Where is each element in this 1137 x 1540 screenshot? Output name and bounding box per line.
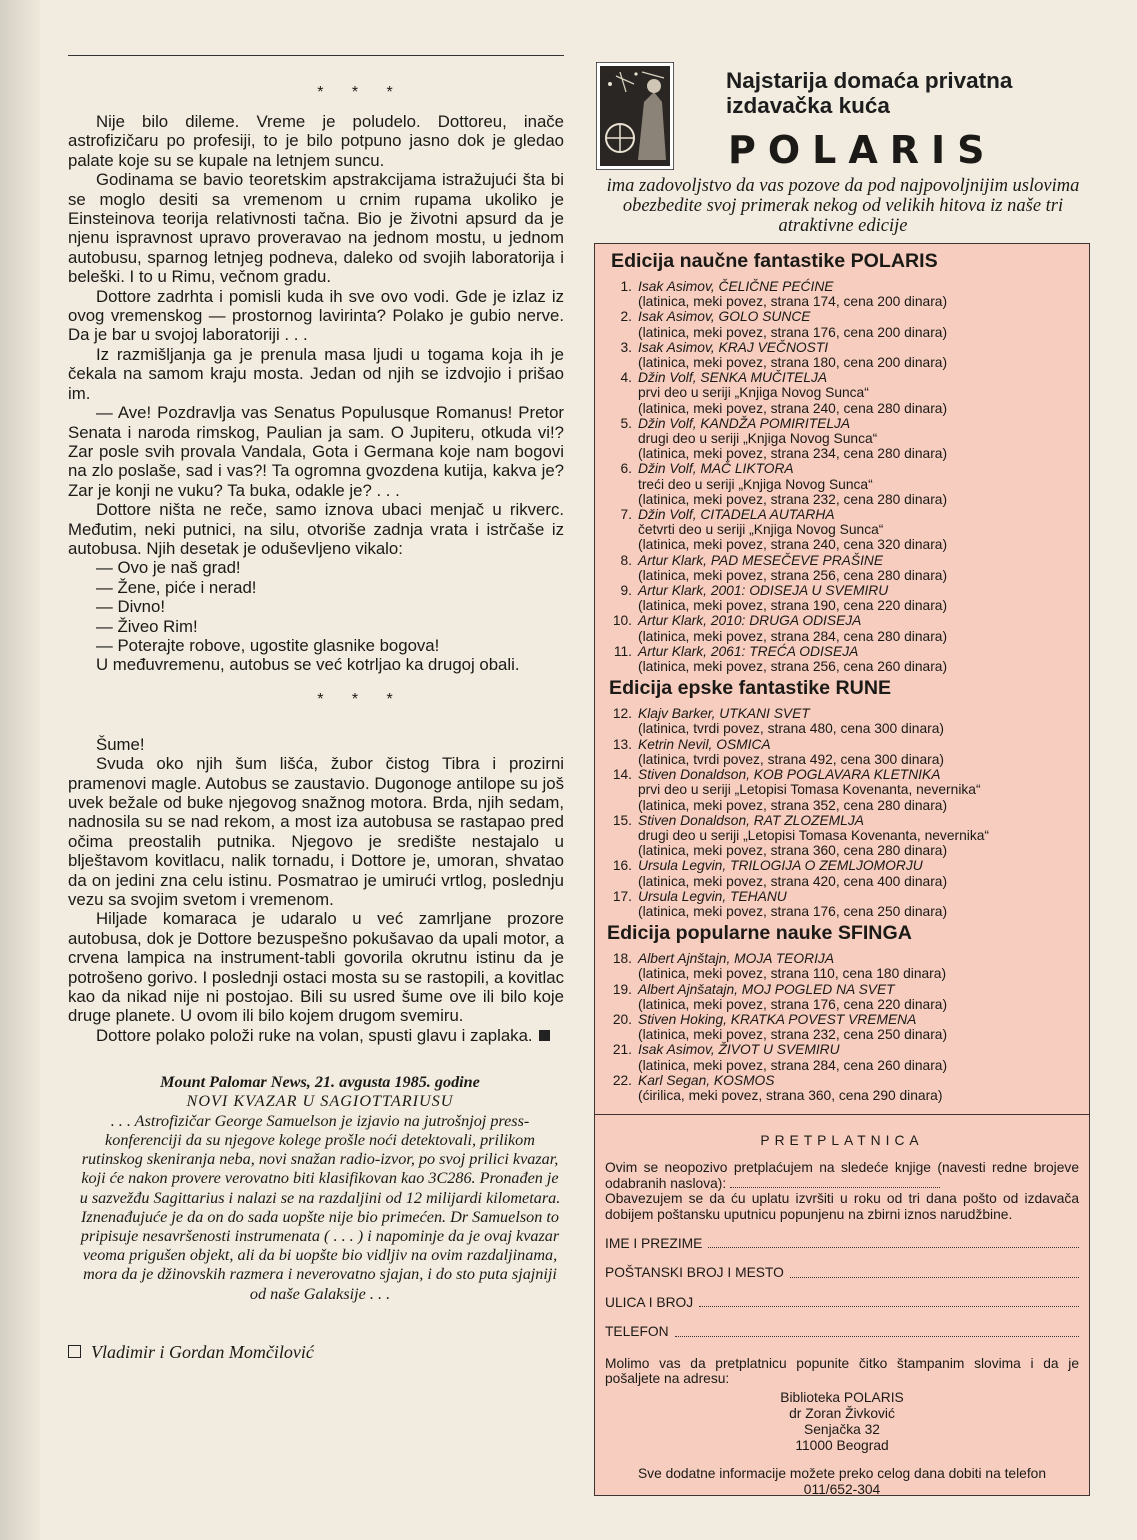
shout-line: — Poterajte robove, ugostite glasnike bogova! <box>96 635 440 655</box>
book-entry <box>595 309 1089 339</box>
book-entry <box>595 340 1089 370</box>
book-catalog <box>594 243 1090 1115</box>
book-info-line: (latinica, meki povez, strana 240, cena 320 dinara) <box>638 537 948 553</box>
book-entry <box>595 813 1089 859</box>
book-entry <box>595 583 1089 613</box>
book-entry <box>595 507 1089 553</box>
shout-line: — Žene, piće i nerad! <box>96 577 257 597</box>
news-body: . . . Astrofizičar George Samuelson je izjavio na jutrošnjoj press-konferenciji da su njegove kolege prošle noći detektovali, prilikom rutinskog skeniranja neba, novi snažan radio-izvor, po svoj prilici kvazar, koji će nakon provere verovatno biti klasifikovan kao 3C286. Pronađen je u sazvežđu Sagittarius i nalazi se na razdaljini od 12 milijardi kilometara. Iznenađujuće je da on do sada uopšte nije bio primećen. Dr Samuelson to pripisuje nesavršenosti instrumenata ( . . . ) i napominje da je ovaj kvazar veoma prigušen objekt, ali da bi uopšte bio vidljiv na ovim razdaljinama, mora da je džinovskih razmera i neverovatno sjajan, i do sto puta sjajniji od naše Galaksije . . . <box>79 1111 561 1303</box>
book-number: 8. <box>620 552 632 568</box>
publisher-ad <box>594 60 1092 236</box>
shout-line: — Živeo Rim! <box>96 616 198 636</box>
book-info-line: (latinica, meki povez, strana 420, cena 400 dinara) <box>638 873 948 889</box>
phone-input-line[interactable] <box>675 1324 1079 1336</box>
book-info-line: (latinica, meki povez, strana 180, cena 200 dinara) <box>638 355 948 371</box>
book-number: 13. <box>612 736 632 752</box>
book-info-line: (latinica, meki povez, strana 232, cena 280 dinara) <box>638 491 948 507</box>
edition-title: Edicija popularne nauke SFINGA <box>607 922 912 945</box>
book-entry <box>595 951 1089 981</box>
street-field[interactable]: ULICA I BROJ <box>595 1295 1089 1310</box>
titles-input-line[interactable] <box>730 1187 940 1188</box>
invitation-text: ima zadovoljstvo da vas pozove da pod najpovoljnijim uslovima obezbedite svoj primerak nekog od velikih hitova iz naše tri atraktivne edicije <box>606 176 1080 236</box>
book-author-title: Karl Segan, KOSMOS <box>638 1072 775 1088</box>
book-author-title: Stiven Hoking, KRATKA POVEST VREMENA <box>638 1011 917 1027</box>
story-text-2 <box>68 735 564 1046</box>
story-paragraph-final: Dottore polako položi ruke na volan, spusti glavu i zaplaka. <box>68 1026 564 1045</box>
book-details <box>638 553 1089 583</box>
book-details <box>638 309 1089 339</box>
story-paragraph: Iz razmišljanja ga je prenula masa ljudi u togama koja ih je čekala na samom kraju mosta. Jedan od njih se izdvojio i prišao im. <box>68 344 564 403</box>
book-number: 4. <box>620 370 632 386</box>
name-input-line[interactable] <box>708 1236 1079 1248</box>
form-title: PRETPLATNICA <box>760 1133 924 1148</box>
book-details <box>638 951 1089 981</box>
book-info-line: (latinica, meki povez, strana 176, cena 220 dinara) <box>638 996 948 1012</box>
name-field[interactable]: IME I PREZIME <box>595 1236 1089 1251</box>
book-entry <box>595 982 1089 1012</box>
form-promise: Obavezujem se da ću uplatu izvršiti u roku od tri dana pošto od izdavača dobijem poštansku uputnicu popunjenu na zbirni iznos narudžbine. <box>605 1191 1079 1222</box>
book-info-line: (latinica, meki povez, strana 256, cena 280 dinara) <box>638 567 948 583</box>
postal-input-line[interactable] <box>790 1265 1079 1277</box>
book-info-line: drugi deo u seriji „Knjiga Novog Sunca“ <box>638 431 878 447</box>
book-author-title: Klajv Barker, UTKANI SVET <box>638 706 810 722</box>
book-number: 3. <box>620 339 632 355</box>
book-info-line: drugi deo u seriji „Letopisi Tomasa Kovenanta, nevernika“ <box>638 827 989 843</box>
book-info-line: četvrti deo u seriji „Knjiga Novog Sunca“ <box>638 522 884 538</box>
book-details <box>638 706 1089 736</box>
book-info-line: (latinica, meki povez, strana 284, cena 260 dinara) <box>638 1057 948 1073</box>
book-number: 2. <box>620 309 632 325</box>
subscription-form <box>594 1114 1090 1496</box>
book-author-title: Stiven Donaldson, RAT ZLOZEMLJA <box>638 812 864 828</box>
book-number: 20. <box>612 1011 632 1027</box>
astronomer-woodcut-icon <box>596 62 674 170</box>
book-number: 12. <box>612 706 632 722</box>
book-details <box>638 583 1089 613</box>
story-text <box>68 112 564 675</box>
book-entry <box>595 889 1089 919</box>
book-number: 14. <box>612 767 632 783</box>
author-signature: Vladimir i Gordan Momčilović <box>68 1342 564 1363</box>
book-entry <box>595 737 1089 767</box>
street-input-line[interactable] <box>699 1295 1079 1307</box>
book-entry <box>595 553 1089 583</box>
book-number: 5. <box>620 415 632 431</box>
book-info-line: (latinica, meki povez, strana 360, cena 280 dinara) <box>638 843 948 859</box>
book-details <box>638 982 1089 1012</box>
book-details <box>638 1073 1089 1103</box>
section-break-stars-2: * * * <box>317 690 405 708</box>
book-info-line: (latinica, meki povez, strana 174, cena 200 dinara) <box>638 294 948 310</box>
book-entry <box>595 644 1089 674</box>
book-details <box>638 370 1089 416</box>
book-info-line: (latinica, meki povez, strana 232, cena 250 dinara) <box>638 1027 948 1043</box>
postal-field[interactable]: POŠTANSKI BROJ I MESTO <box>595 1265 1089 1280</box>
edition-title: Edicija naučne fantastike POLARIS <box>611 250 938 272</box>
story-paragraph: Dottore ništa ne reče, samo iznova ubaci menjač u rikverc. Međutim, neki putnici, na silu, otvoriše zadnja vrata i istrčaše iz autobusa. Njih desetak je oduševljeno vikalo: <box>68 500 564 558</box>
book-author-title: Stiven Donaldson, KOB POGLAVARA KLETNIKA <box>638 767 941 783</box>
book-author-title: Ursula Legvin, TRILOGIJA O ZEMLJOMORJU <box>638 858 923 874</box>
page-fold-shadow <box>0 0 40 1540</box>
story-paragraph: Godinama se bavio teoretskim apstrakcijama istražujući šta bi se moglo desiti sa vremenom u crnim rupama ukoliko je Einsteinova teorija relativnosti tačna. Bio je životni apsurd da je njenu ispravnost upravo proveravao na jednom mostu, u jednom autobusu, sparnog letnjeg podneva, daleko od svojih laboratorija i beleški. I to u Rimu, večnom gradu. <box>68 170 564 287</box>
edition-list-rune <box>595 706 1089 919</box>
book-entry <box>595 1012 1089 1042</box>
edition-list-polaris <box>595 279 1089 674</box>
book-info-line: (latinica, meki povez, strana 110, cena 180 dinara) <box>638 966 947 982</box>
book-info-line: (latinica, meki povez, strana 190, cena 220 dinara) <box>638 598 948 614</box>
book-author-title: Albert Ajnšatajn, MOJ POGLED NA SVET <box>638 981 895 997</box>
book-number: 18. <box>612 951 632 967</box>
book-author-title: Isak Asimov, ČELIČNE PEĆINE <box>638 279 834 294</box>
book-details <box>638 279 1089 309</box>
story-paragraph: Svuda oko njih šum lišća, žubor čistog Tibra i prozirni pramenovi magle. Autobus se zaustavio. Dugonoge antilope su još uvek bežale od buke njegovog snažnog motora. Brda, njih sedam, nadnosila su se nad rekom, a most iza autobusa se rastapao pred očima preostalih putnika. Njegovo je središte nestajalo u blještavom kovitlacu, nalik tornadu, i Dottore je, umoran, shvatao da on jedini zna celu istinu. Posmatrao je umirući vrtlog, poslednju vezu sa svojim svetom i vremenom. <box>68 754 564 910</box>
book-details <box>638 340 1089 370</box>
book-details <box>638 889 1089 919</box>
book-number: 15. <box>612 812 632 828</box>
news-excerpt <box>68 1073 564 1303</box>
book-entry <box>595 613 1089 643</box>
book-entry <box>595 1073 1089 1103</box>
book-author-title: Isak Asimov, ŽIVOT U SVEMIRU <box>638 1042 840 1058</box>
mailing-address: Biblioteka POLARIS dr Zoran Živković Senjačka 32 11000 Beograd <box>780 1390 904 1454</box>
book-details <box>638 858 1089 888</box>
book-number: 6. <box>620 461 632 477</box>
book-entry <box>595 858 1089 888</box>
book-info-line: (latinica, meki povez, strana 176, cena 200 dinara) <box>638 324 948 340</box>
book-details <box>638 767 1089 813</box>
phone-number: 011/652-304 <box>803 1481 881 1497</box>
phone-field[interactable]: TELEFON <box>595 1324 1089 1339</box>
story-paragraph: Hiljade komaraca je udaralo u već zamrljane prozore autobusa, dok je Dottore bezuspešno pokušavao da upali motor, a crvena lampica na instrument-tabli govorila okrutnu istinu da je potrošeno gorivo. I poslednji ostaci mosta su se rastopili, a kovitlac kao da nikad nije ni postojao. Bili su usred šume ove ili bilo koje druge planete. U ovom ili bilo kojem drugom svemiru. <box>68 909 564 1026</box>
book-number: 1. <box>620 279 632 294</box>
story-paragraph: Dottore zadrhta i pomisli kuda ih sve ovo vodi. Gde je izlaz iz ovog vremenskog — prostornog lavirinta? Polako je gubio nerve. Da je bar u svojoj laboratoriji . . . <box>68 286 564 345</box>
book-number: 19. <box>612 981 632 997</box>
book-details <box>638 416 1089 462</box>
story-paragraph: U međuvremenu, autobus se već kotrljao ka drugoj obali. <box>96 655 520 675</box>
book-number: 10. <box>612 613 632 629</box>
book-details <box>638 737 1089 767</box>
book-info-line: (latinica, meki povez, strana 234, cena 280 dinara) <box>638 446 948 462</box>
book-entry <box>595 461 1089 507</box>
book-entry <box>595 767 1089 813</box>
edition-title: Edicija epske fantastike RUNE <box>609 677 892 700</box>
book-info-line: (latinica, tvrdi povez, strana 480, cena 300 dinara) <box>638 721 945 737</box>
book-author-title: Džin Volf, KANDŽA POMIRITELJA <box>638 415 851 431</box>
section-break-stars: * * * <box>317 84 405 101</box>
book-info-line: (latinica, meki povez, strana 284, cena 280 dinara) <box>638 628 948 644</box>
top-rule <box>68 55 564 56</box>
book-number: 11. <box>613 643 632 659</box>
story-column <box>68 55 564 1363</box>
form-intro: Ovim se neopozivo pretplaćujem na sledeće knjige (navesti redne brojeve odabranih naslova): <box>605 1160 1079 1191</box>
book-details <box>638 644 1089 674</box>
story-paragraph: Šume! <box>96 734 145 754</box>
book-info-line: treći deo u seriji „Knjiga Novog Sunca“ <box>638 476 873 492</box>
book-details <box>638 813 1089 859</box>
polaris-logo: POLARIS <box>728 128 997 172</box>
book-entry <box>595 370 1089 416</box>
book-author-title: Ketrin Nevil, OSMICA <box>638 736 771 752</box>
story-paragraph: Nije bilo dileme. Vreme je poludelo. Dottoreu, inače astrofizičaru po profesiji, to je bilo potpuno jasno dok je gledao palate koje su se kupale na letnjem suncu. <box>68 112 564 170</box>
book-author-title: Albert Ajnštajn, MOJA TEORIJA <box>638 951 835 967</box>
book-details <box>638 613 1089 643</box>
book-entry <box>595 706 1089 736</box>
info-note: Sve dodatne informacije možete preko celog dana dobiti na telefon 011/652-304 <box>595 1466 1089 1497</box>
book-author-title: Džin Volf, CITADELA AUTARHA <box>638 507 835 523</box>
news-headline: Mount Palomar News, 21. avgusta 1985. godine <box>160 1073 480 1092</box>
book-author-title: Artur Klark, 2001: ODISEJA U SVEMIRU <box>638 583 889 599</box>
book-entry <box>595 279 1089 309</box>
news-subheadline: NOVI KVAZAR U SAGIOTTARIUSU <box>186 1092 454 1111</box>
shout-line: — Ovo je naš grad! <box>96 558 241 578</box>
book-details <box>638 461 1089 507</box>
end-mark-icon <box>539 1030 550 1041</box>
book-entry <box>595 416 1089 462</box>
book-info-line: (latinica, tvrdi povez, strana 492, cena 300 dinara) <box>638 751 945 767</box>
book-author-title: Artur Klark, 2061: TREĆA ODISEJA <box>638 643 859 659</box>
book-info-line: prvi deo u seriji „Knjiga Novog Sunca“ <box>638 385 869 401</box>
ad-header <box>594 60 1092 176</box>
book-author-title: Artur Klark, PAD MESEČEVE PRAŠINE <box>638 552 884 568</box>
book-author-title: Artur Klark, 2010: DRUGA ODISEJA <box>638 613 862 629</box>
book-info-line: (ćirilica, meki povez, strana 360, cena 290 dinara) <box>638 1087 943 1103</box>
book-number: 7. <box>620 507 632 523</box>
book-author-title: Isak Asimov, GOLO SUNCE <box>638 309 811 325</box>
book-number: 17. <box>612 888 632 904</box>
book-number: 9. <box>620 583 632 599</box>
book-details <box>638 1012 1089 1042</box>
edition-list-sfinga <box>595 951 1089 1103</box>
book-info-line: (latinica, meki povez, strana 240, cena 280 dinara) <box>638 400 948 416</box>
shout-line: — Divno! <box>96 597 166 617</box>
form-request: Molimo vas da pretplatnicu popunite čitko štampanim slovima i da je pošaljete na adresu: <box>605 1355 1079 1387</box>
book-info-line: (latinica, meki povez, strana 352, cena 280 dinara) <box>638 797 948 813</box>
book-number: 21. <box>612 1042 632 1058</box>
book-author-title: Ursula Legvin, TEHANU <box>638 888 787 904</box>
book-info-line: (latinica, meki povez, strana 176, cena 250 dinara) <box>638 903 948 919</box>
book-entry <box>595 1042 1089 1072</box>
book-info-line: (latinica, meki povez, strana 256, cena 260 dinara) <box>638 659 948 675</box>
story-paragraph: — Ave! Pozdravlja vas Senatus Populusque Romanus! Pretor Senata i naroda rimskog, Paulian ja sam. O Jupiteru, otkuda vi!? Zar posle svih provala Vandala, Gota i Germana koje nam bogovi na zlo poslaše, sad i vas?! Ta ogromna gvozdena kutija, kakva je? Zar je konji ne vuku? Ta buka, odakle je? . . . <box>68 403 564 500</box>
book-author-title: Džin Volf, SENKA MUČITELJA <box>638 370 828 386</box>
book-number: 16. <box>612 858 632 874</box>
book-info-line: prvi deo u seriji „Letopisi Tomasa Kovenanta, nevernika“ <box>638 782 981 798</box>
publisher-tagline: Najstarija domaća privatna izdavačka kuća <box>726 68 1013 118</box>
book-details <box>638 507 1089 553</box>
book-details <box>638 1042 1089 1072</box>
book-author-title: Džin Volf, MAČ LIKTORA <box>638 461 794 477</box>
book-number: 22. <box>612 1072 632 1088</box>
square-bullet-icon <box>68 1345 81 1358</box>
book-author-title: Isak Asimov, KRAJ VEČNOSTI <box>638 339 829 355</box>
